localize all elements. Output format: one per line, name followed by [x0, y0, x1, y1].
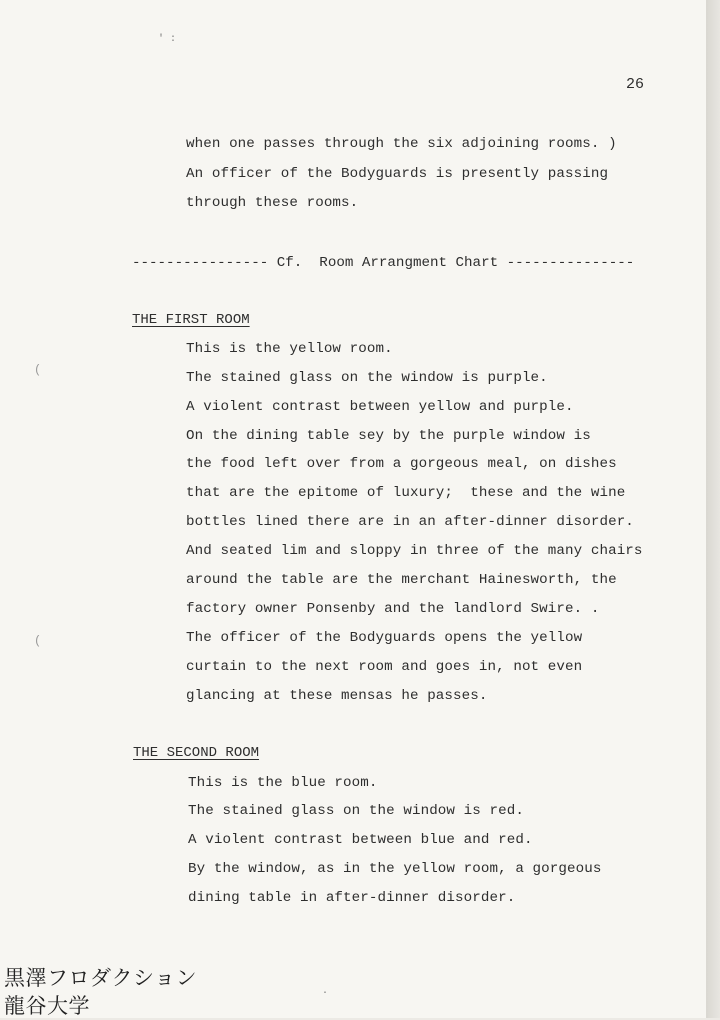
intro-line: when one passes through the six adjoining rooms. ) — [186, 136, 617, 152]
text-line: By the window, as in the yellow room, a gorgeous — [188, 861, 602, 877]
text-line: The officer of the Bodyguards opens the yellow — [186, 630, 583, 646]
text-line: The stained glass on the window is purple. — [186, 370, 548, 386]
text-line: A violent contrast between yellow and purple. — [186, 399, 574, 415]
text-line: glancing at these mensas he passes. — [186, 688, 488, 704]
text-line: dining table in after-dinner disorder. — [188, 890, 516, 906]
text-line: that are the epitome of luxury; these and the wine — [186, 485, 626, 501]
section-heading: THE FIRST ROOM — [132, 312, 250, 328]
page-number: 26 — [626, 76, 645, 93]
margin-mark: ( — [34, 634, 42, 648]
text-line: around the table are the merchant Hainesworth, the — [186, 572, 617, 588]
paper-edge-shadow — [706, 0, 720, 1018]
section-heading: THE SECOND ROOM — [133, 745, 260, 761]
text-line: This is the blue room. — [188, 775, 378, 791]
text-line: This is the yellow room. — [186, 341, 393, 357]
text-line: A violent contrast between blue and red. — [188, 832, 533, 848]
watermark-line-1: 黒澤フロダクション — [4, 966, 198, 990]
margin-mark: ( — [34, 363, 42, 377]
text-line: curtain to the next room and goes in, not even — [186, 659, 583, 675]
text-line: On the dining table sey by the purple window is — [186, 428, 591, 444]
cross-reference-line: ---------------- Cf. Room Arrangment Chart --------------- — [132, 255, 635, 271]
intro-line: An officer of the Bodyguards is presently passing — [186, 166, 609, 182]
text-line: The stained glass on the window is red. — [188, 803, 524, 819]
text-line: And seated lim and sloppy in three of the many chairs — [186, 543, 643, 559]
text-line: the food left over from a gorgeous meal, on dishes — [186, 456, 617, 472]
scan-speck: · — [322, 988, 329, 999]
scan-speck: ' : — [158, 34, 177, 45]
text-line: factory owner Ponsenby and the landlord Swire. . — [186, 601, 600, 617]
intro-line: through these rooms. — [186, 195, 359, 211]
watermark-line-2: 龍谷大学 — [4, 994, 90, 1018]
text-line: bottles lined there are in an after-dinner disorder. — [186, 514, 634, 530]
